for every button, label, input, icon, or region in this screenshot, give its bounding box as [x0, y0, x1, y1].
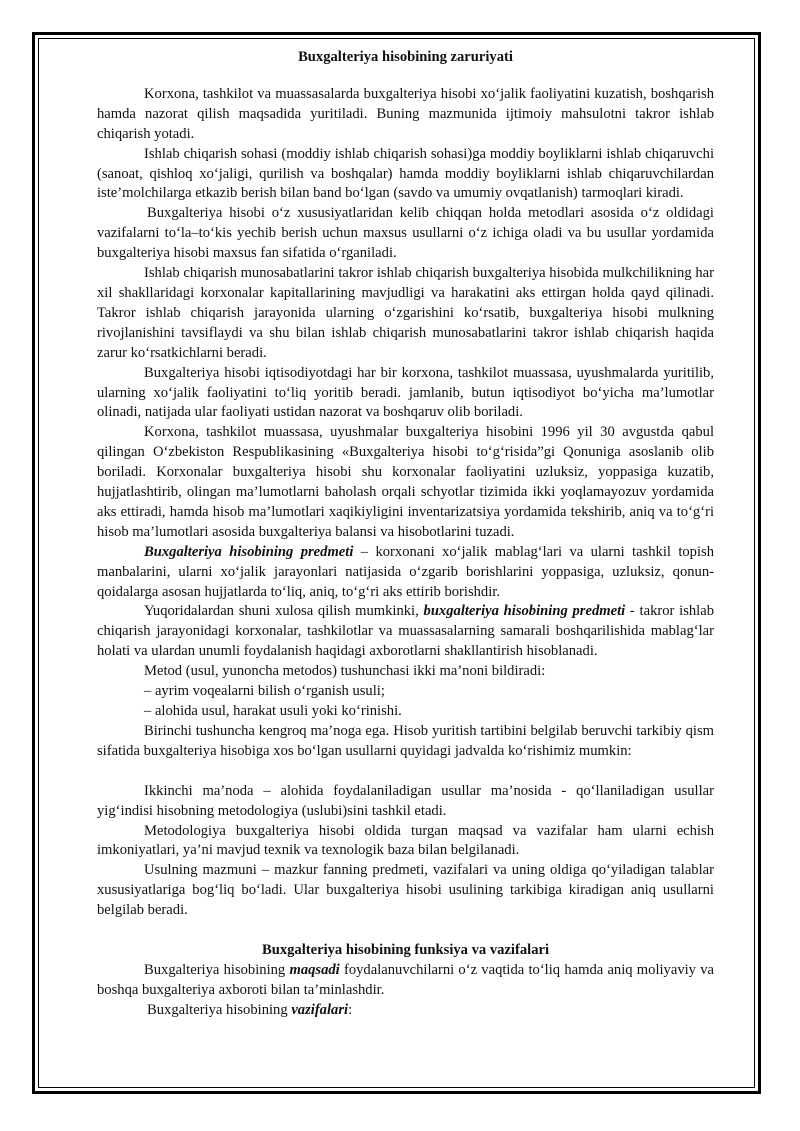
paragraph-text: foydalanuvchilarni o‘z vaqtida to‘liq hamda aniq moliyaviy va boshqa buxgalteriya axboroti bilan ta’minlashdir.	[97, 961, 714, 998]
list-item: – ayrim voqealarni bilish o‘rganish usuli;	[144, 683, 385, 700]
paragraph: Metodologiya buxgalteriya hisobi oldida turgan maqsad va vazifalar ham ularni echish imkoniyatlari, ya’ni mavjud texnik va texnologik baza bilan belgilanadi.	[97, 822, 714, 859]
paragraph-text: Buxgalteriya hisobining	[147, 1001, 292, 1018]
paragraph-text: - takror ishlab chiqarish jarayonidagi korxonalar, tashkilotlar va muassasalarning samarali boshqarilishida mablag‘lar holati va ulardan unumli foydalanish haqidagi axborotlarni shakllantirish hisoblanadi.	[97, 603, 714, 660]
paragraph: Buxgalteriya hisobi iqtisodiyotdagi har bir korxona, tashkilot muassasa, uyushmalarda yuritilib, ularning xo‘jalik faoliyatini to‘liq yoritib beradi. jamlanib, butun iqtisodiyot bo‘yicha ma’lumotlar olinadi, natijada ular faoliyati ustidan nazorat va boshqaruv olib boriladi.	[97, 364, 714, 421]
paragraph: Korxona, tashkilot muassasa, uyushmalar buxgalteriya hisobini 1996 yil 30 avgustda qabul qilingan O‘zbekiston Respublikasining «Buxgalteriya hisobi to‘g‘risida”gi Qonuniga asoslanib olib boriladi. Korxonalar buxgalteriya hisobi shu korxonalar faoliyatini uzluksiz, yoppasiga kuzatib, hujjatlashtirib, olingan ma’lumotlarni baholash orqali schyotlar tizimida ikki yoqlamayozuv yordamida aks ettiradi, hamda hisob ma’lumotlari xaqikiyligini inventarizatsiya yordamida tekshirib, aniq va to‘g‘ri hisob ma’lumotlari asosida buxgalteriya balansi va hisobotlarini tuzadi.	[97, 424, 714, 540]
term-bold-italic: maqsadi	[289, 961, 340, 978]
paragraph: Ishlab chiqarish sohasi (moddiy ishlab chiqarish sohasi)ga moddiy boyliklarni ishlab chiqaruvchi (sanoat, qishloq xo‘jaligi, qurilish va boshqalar) hamda moddiy boyliklarni ishlab chiqaruvchilardan iste’molchilarga etkazib berish bilan band bo‘lgan (savdo va umumiy ovqatlanish) tarmoqlari kiradi.	[97, 145, 714, 202]
paragraph-vazifalari	[97, 1001, 714, 1021]
document-body	[97, 48, 714, 1021]
paragraph-conclusion	[97, 602, 714, 662]
term-bold-italic: Buxgalteriya hisobining predmeti	[144, 543, 354, 560]
paragraph: Buxgalteriya hisobi o‘z xususiyatlaridan kelib chiqqan holda metodlari asosida o‘z oldidagi vazifalarni to‘la–to‘kis yechib berish uchun maxsus usullarni o‘z ichiga oladi va bu usullar yordamida buxgalteriya hisobi maxsus fan sifatida o‘rganiladi.	[97, 205, 714, 262]
paragraph: Metod (usul, yunoncha metodos) tushunchasi ikki ma’noni bildiradi:	[144, 663, 546, 680]
paragraph-text: – korxonani xo‘jalik mablag‘lari va ularni tashkil topish manbalarini, ularni xo‘jalik jarayonlari natijasida o‘zgarib borishlarini yoppasiga, uzluksiz, qonun-qoidalarga asosan hujjatlarda to‘liq, aniq, to‘g‘ri aks ettirib borishdir.	[97, 543, 715, 600]
paragraph-text: Buxgalteriya hisobining	[144, 961, 290, 978]
term-bold-italic: buxgalteriya hisobining predmeti	[423, 603, 626, 620]
section-heading: Buxgalteriya hisobining funksiya va vazifalari	[261, 942, 550, 959]
paragraph: Birinchi tushuncha kengroq ma’noga ega. Hisob yuritish tartibini belgilab beruvchi tarkibiy qism sifatida buxgalteriya hisobiga xos bo‘lgan usullarni quyidagi jadvalda ko‘rishimiz mumkin:	[97, 722, 714, 759]
list-item: – alohida usul, harakat usuli yoki ko‘rinishi.	[144, 703, 402, 719]
paragraph-text: :	[348, 1001, 353, 1018]
paragraph: Ikkinchi ma’noda – alohida foydalaniladigan usullar ma’nosida - qo‘llaniladigan usullar yig‘indisi hisobning metodologiya (uslubi)sini tashkil etadi.	[97, 782, 714, 819]
paragraph-maqsadi	[97, 961, 714, 1001]
term-bold-italic: vazifalari	[291, 1001, 349, 1018]
paragraph: Korxona, tashkilot va muassasalarda buxgalteriya hisobi xo‘jalik faoliyatini kuzatish, boshqarish hamda nazorat qilish maqsadida yuritiladi. Buning mazmunida ijtimoiy mahsulotni takror ishlab chiqarish yotadi.	[97, 85, 714, 142]
paragraph-text: Yuqoridalardan shuni xulosa qilish mumkinki,	[144, 603, 424, 620]
paragraph: Ishlab chiqarish munosabatlarini takror ishlab chiqarish buxgalteriya hisobida mulkchilikning har xil shakllaridagi korxonalar kapitallarining mavjudligi va harakatini aks ettirgan holda qayd qilinadi. Takror ishlab chiqarish jarayonida ularning o‘zgarishini ko‘rsatib, buxgalteriya hisobi mulkning rivojlanishini tavsiflaydi va shu bilan ishlab chiqarish munosabatlarini takror ishlab chiqarish haqida zarur ko‘rsatkichlarni beradi.	[97, 265, 714, 361]
paragraph-predmeti-definition	[97, 543, 714, 603]
document-title: Buxgalteriya hisobining zaruriyati	[298, 49, 513, 65]
paragraph: Usulning mazmuni – mazkur fanning predmeti, vazifalari va uning oldiga qo‘yiladigan talablar xususiyatlariga bog‘liq bo‘ladi. Ular buxgalteriya hisobi usulining tarkibiga kiradigan aniq usullarni belgilab beradi.	[97, 862, 714, 919]
